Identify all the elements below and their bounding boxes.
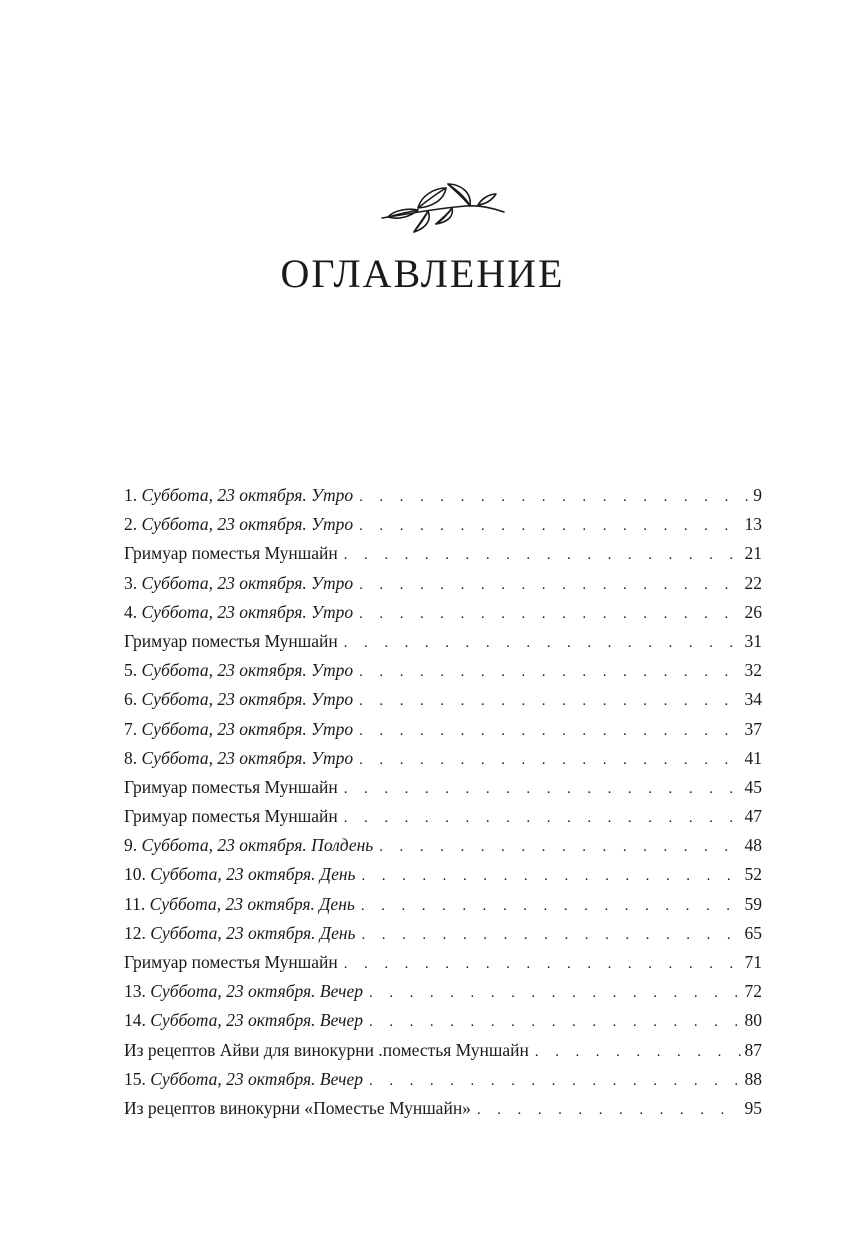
toc-leader-dots [369,979,740,1006]
toc-entry-title: Суббота, 23 октября. Утро [141,689,354,710]
toc-entry[interactable] [124,715,762,744]
toc-entry-title: Суббота, 23 октября. День [150,922,356,943]
toc-entry-label [124,598,353,627]
toc-page-number: 87 [744,1039,762,1060]
toc-leader-dots [379,833,740,860]
toc-entry-number: 9. [124,835,138,856]
toc-entry-title: Из рецептов винокурни «Поместье Муншайн» [124,1097,471,1118]
toc-entry-title: Суббота, 23 октября. Утро [141,601,354,622]
toc-entry-title: Суббота, 23 октября. День [149,893,355,914]
toc-leader-dots [359,512,740,539]
toc-leader-dots [359,717,740,744]
toc-entry-label [124,948,338,977]
toc-entry-label [124,481,353,510]
toc-entry[interactable] [124,860,762,889]
toc-entry[interactable] [124,919,762,948]
toc-page-number: 41 [744,747,762,768]
toc-entry-label [124,656,353,685]
toc-leader-dots [359,483,749,510]
toc-entry-number: 1. [124,485,138,505]
toc-entry-label [124,1094,471,1123]
toc-page-number: 37 [744,718,762,739]
toc-entry-number: 7. [124,718,138,739]
toc-entry-label [124,1065,363,1094]
toc-leader-dots [359,571,740,598]
toc-entry-title: Суббота, 23 октября. Вечер [150,1010,364,1031]
toc-leader-dots [369,1067,740,1094]
toc-leader-dots [359,658,740,685]
toc-entry-label [124,1036,529,1065]
toc-entry-title: Суббота, 23 октября. Вечер [150,981,364,1002]
toc-entry-title: Суббота, 23 октября. Утро [141,660,354,681]
toc-leader-dots [344,950,741,977]
toc-entry-title: Суббота, 23 октября. Утро [141,718,354,739]
toc-entry-label [124,627,338,656]
toc-leader-dots [477,1096,741,1123]
toc-entry-label [124,539,338,568]
toc-entry-number: 6. [124,689,138,710]
toc-leader-dots [535,1038,741,1065]
toc-entry-number: 12. [124,922,146,943]
toc-entry[interactable] [124,1094,762,1123]
toc-leader-dots [361,892,741,919]
toc-entry-title: Суббота, 23 октября. Утро [141,747,354,768]
toc-entry-number: 3. [124,572,138,593]
toc-entry[interactable] [124,685,762,714]
toc-entry-number: 2. [124,514,138,535]
toc-entry[interactable] [124,773,762,802]
toc-entry-title: Гримуар поместья Муншайн [124,630,338,651]
leaf-branch-icon [378,180,508,236]
toc-entry-number: 13. [124,981,146,1002]
toc-entry[interactable] [124,1006,762,1035]
toc-leader-dots [361,921,740,948]
toc-entry-label [124,890,355,919]
toc-entry-label [124,773,338,802]
toc-entry-title: Суббота, 23 октября. Утро [141,514,354,535]
toc-entry[interactable] [124,802,762,831]
toc-page-number: 31 [744,630,762,651]
toc-page-number: 21 [744,543,762,564]
toc-entry-number: 11. [124,893,146,914]
toc-entry-title: Гримуар поместья Муншайн [124,776,338,797]
toc-entry-title: Суббота, 23 октября. Вечер [150,1068,364,1089]
toc-leader-dots [369,1008,740,1035]
toc-page-number: 22 [744,572,762,593]
page-title: ОГЛАВЛЕНИЕ [280,251,565,296]
toc-entry[interactable] [124,569,762,598]
toc-entry[interactable] [124,598,762,627]
toc-entry[interactable] [124,481,762,510]
toc-entry-title: Суббота, 23 октября. День [150,864,356,885]
toc-entry[interactable] [124,510,762,539]
toc-entry-title: Суббота, 23 октября. Утро [141,572,354,593]
toc-entry-number: 14. [124,1010,146,1031]
toc-entry[interactable] [124,977,762,1006]
toc-leader-dots [344,541,741,568]
toc-page-number: 9 [753,485,762,505]
toc-entry[interactable] [124,627,762,656]
toc-page-number: 59 [744,893,762,914]
toc-leader-dots [359,746,740,773]
toc-leader-dots [344,775,741,802]
toc-entry[interactable] [124,744,762,773]
toc-entry-label [124,510,353,539]
toc-entry-label [124,919,355,948]
toc-leader-dots [344,629,741,656]
toc-entry-number: 10. [124,864,146,885]
table-of-contents [124,481,762,1123]
toc-entry-title: Из рецептов Айви для винокурни .поместья Муншайн [124,1039,529,1060]
toc-entry-label [124,1006,363,1035]
toc-page-number: 48 [744,835,762,856]
toc-entry[interactable] [124,1036,762,1065]
toc-entry-number: 5. [124,660,138,681]
toc-leader-dots [359,600,740,627]
toc-page-number: 13 [744,514,762,535]
toc-page-number: 88 [744,1068,762,1089]
toc-entry[interactable] [124,948,762,977]
toc-page-number: 65 [744,922,762,943]
toc-page-number: 47 [744,806,762,827]
toc-entry-number: 8. [124,747,138,768]
toc-entry[interactable] [124,831,762,860]
toc-entry-label [124,802,338,831]
toc-page-number: 72 [744,981,762,1002]
toc-entry[interactable] [124,890,762,919]
toc-entry-label [124,569,353,598]
toc-entry-title: Гримуар поместья Муншайн [124,952,338,972]
toc-page-number: 34 [744,689,762,710]
toc-entry-label [124,831,373,860]
toc-entry-title: Суббота, 23 октября. Утро [141,485,354,505]
toc-entry-title: Суббота, 23 октября. Полдень [141,835,374,856]
toc-page-number: 71 [744,952,762,972]
toc-page-number: 32 [744,660,762,681]
toc-page-number: 26 [744,601,762,622]
toc-entry-label [124,715,353,744]
toc-entry[interactable] [124,1065,762,1094]
toc-entry-label [124,860,355,889]
toc-entry[interactable] [124,656,762,685]
toc-entry-label [124,685,353,714]
toc-entry[interactable] [124,539,762,568]
toc-entry-label [124,744,353,773]
toc-leader-dots [359,687,740,714]
toc-entry-title: Гримуар поместья Муншайн [124,543,338,564]
toc-entry-number: 15. [124,1068,146,1089]
toc-page-number: 52 [744,864,762,885]
toc-entry-number: 4. [124,601,138,622]
toc-entry-title: Гримуар поместья Муншайн [124,806,338,827]
toc-page-number: 95 [744,1097,762,1118]
toc-leader-dots [344,804,741,831]
toc-leader-dots [361,862,740,889]
toc-page-number: 80 [744,1010,762,1031]
toc-page-number: 45 [744,776,762,797]
toc-entry-label [124,977,363,1006]
